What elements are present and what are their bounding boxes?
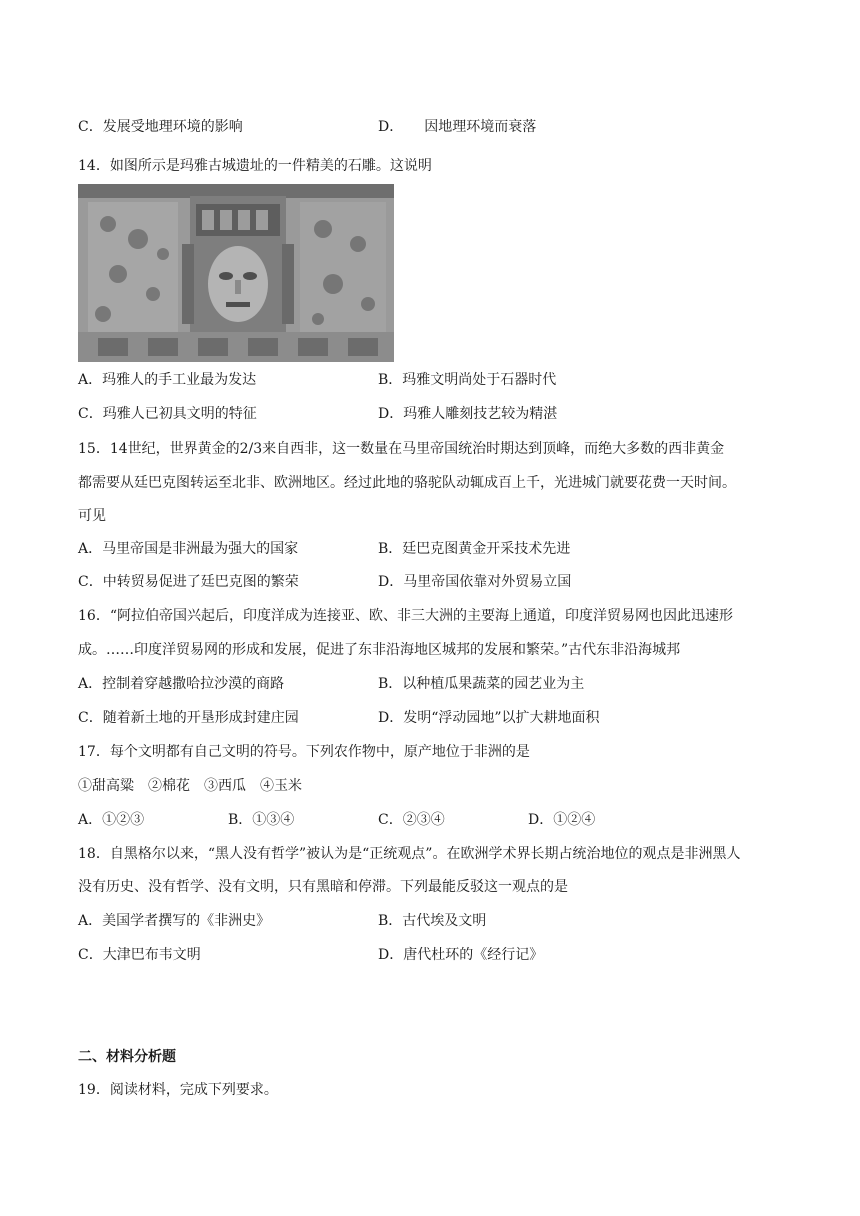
q18-option-c[interactable]: C．大津巴布韦文明 [78,947,201,963]
q17-items: ①甜高粱 ②棉花 ③西瓜 ④玉米 [78,778,302,794]
q15-stem-line-2: 都需要从廷巴克图转运至北非、欧洲地区。经过此地的骆驼队动辄成百上千，光进城门就要花费一天时间。 [78,475,736,491]
q15-option-a[interactable]: A．马里帝国是非洲最为强大的国家 [78,541,299,557]
q16-option-b[interactable]: B．以种植瓜果蔬菜的园艺业为主 [378,676,585,692]
q14-option-c[interactable]: C．玛雅人已初具文明的特征 [78,406,257,422]
q15-options-row-1 [78,539,798,559]
q15-stem-line-3: 可见 [78,508,106,524]
q18-stem-line-1: 18．自黑格尔以来，“黑人没有哲学”被认为是“正统观点”。在欧洲学术界长期占统治地位的观点是非洲黑人 [78,846,741,862]
q18-options-row-2 [78,945,798,965]
q14-stem: 14．如图所示是玛雅古城遗址的一件精美的石雕。这说明 [78,158,432,174]
q14-options-row-1 [78,370,798,390]
q16-option-d[interactable]: D．发明“浮动园地”以扩大耕地面积 [378,710,600,726]
q17-option-c[interactable]: C．②③④ [378,812,445,828]
q16-stem-line-2: 成。……印度洋贸易网的形成和发展，促进了东非沿海地区城邦的发展和繁荣。”古代东非沿海城邦 [78,642,681,658]
q13-option-d[interactable]: D． 因地理环境而衰落 [378,119,537,135]
q16-options-row-2 [78,708,798,728]
q18-option-b[interactable]: B．古代埃及文明 [378,913,487,929]
q17-option-a[interactable]: A．①②③ [78,812,145,828]
q15-option-b[interactable]: B．廷巴克图黄金开采技术先进 [378,541,571,557]
q16-options-row-1 [78,674,798,694]
q14-option-a[interactable]: A．玛雅人的手工业最为发达 [78,372,257,388]
q15-stem-line-1: 15．14世纪，世界黄金的2/3来自西非，这一数量在马里帝国统治时期达到顶峰，而绝大多数的西非黄金 [78,441,725,457]
section-heading: 二、材料分析题 [78,1049,176,1065]
maya-carving-drawing [78,184,394,362]
q13-option-c[interactable]: C．发展受地理环境的影响 [78,119,243,135]
maya-stone-carving-image [78,184,394,362]
q15-option-d[interactable]: D．马里帝国依靠对外贸易立国 [378,574,572,590]
q18-option-d[interactable]: D．唐代杜环的《经行记》 [378,947,544,963]
q17-option-b[interactable]: B．①③④ [228,812,295,828]
q18-stem-line-2: 没有历史、没有哲学、没有文明，只有黑暗和停滞。下列最能反驳这一观点的是 [78,879,568,895]
q18-option-a[interactable]: A．美国学者撰写的《非洲史》 [78,913,271,929]
q17-options-row [78,810,798,830]
q15-option-c[interactable]: C．中转贸易促进了廷巴克图的繁荣 [78,574,299,590]
q16-option-c[interactable]: C．随着新土地的开垦形成封建庄园 [78,710,299,726]
q14-options-row-2 [78,404,798,424]
q16-stem-line-1: 16．“阿拉伯帝国兴起后，印度洋成为连接亚、欧、非三大洲的主要海上通道，印度洋贸易网也因此迅速形 [78,608,733,624]
q18-options-row-1 [78,911,798,931]
q17-stem: 17．每个文明都有自己文明的符号。下列农作物中，原产地位于非洲的是 [78,744,530,760]
q14-option-d[interactable]: D．玛雅人雕刻技艺较为精湛 [378,406,558,422]
q16-option-a[interactable]: A．控制着穿越撒哈拉沙漠的商路 [78,676,285,692]
q13-options-row [78,117,798,137]
q15-options-row-2 [78,572,798,592]
q17-option-d[interactable]: D．①②④ [528,812,596,828]
q14-option-b[interactable]: B．玛雅文明尚处于石器时代 [378,372,557,388]
q19-stem: 19．阅读材料，完成下列要求。 [78,1082,278,1098]
